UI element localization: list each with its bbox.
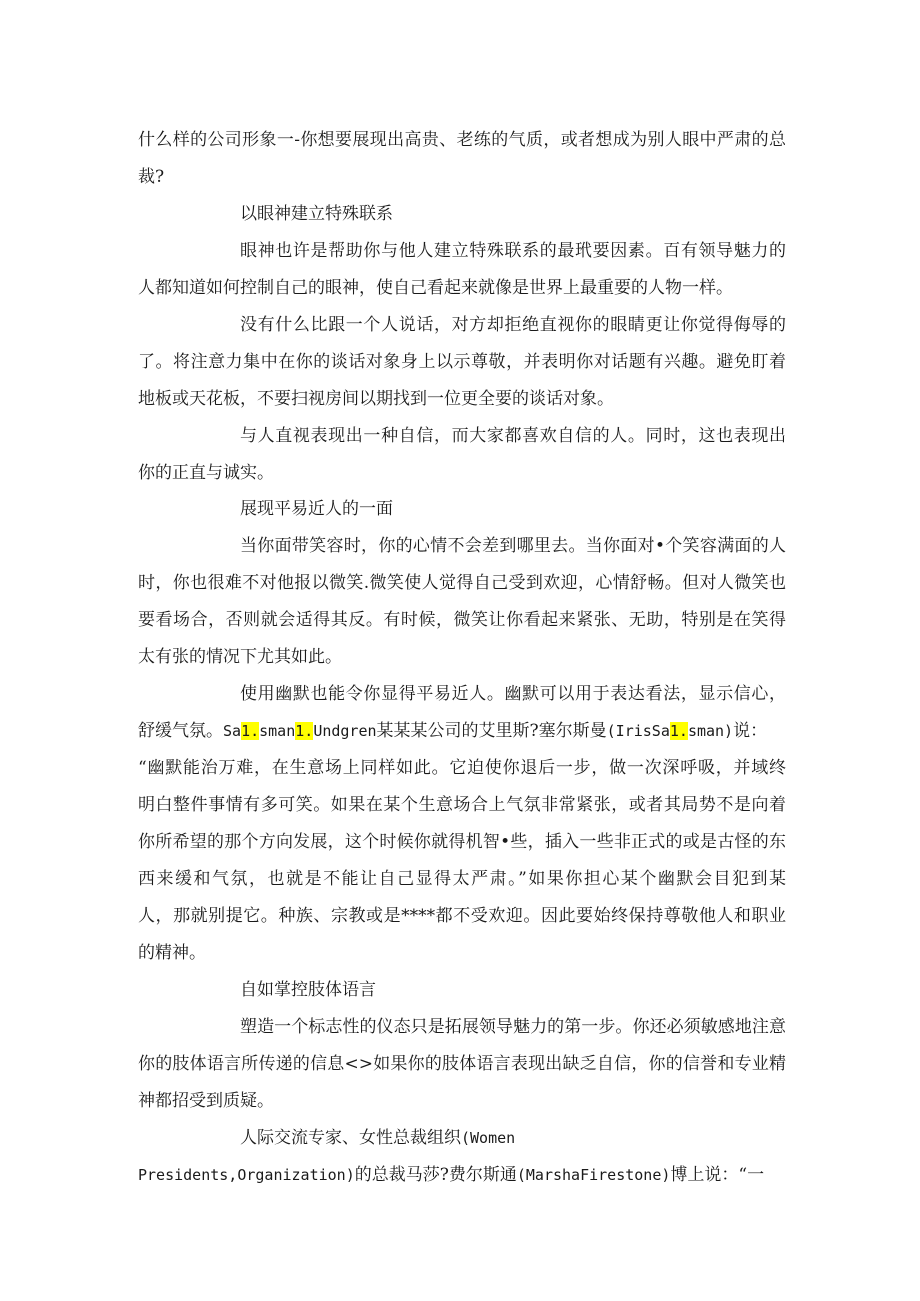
paragraph-line: 地板或天花板，不要扫视房间以期找到一位更全要的谈话对象。 — [138, 389, 614, 409]
highlighted-text: 1. — [669, 722, 688, 740]
text-run: sman — [259, 722, 296, 740]
highlighted-text: 1. — [295, 722, 314, 740]
paragraph-line: 时，你也很难不对他报以微笑.微笑使人觉得自己受到欢迎，心情舒畅。但对人微笑也 — [138, 573, 786, 593]
text-run: 人际交流专家、女性总裁组织 — [240, 1128, 461, 1148]
text-run: (IrisSa — [606, 722, 670, 740]
paragraph-line — [240, 1126, 515, 1150]
paragraph-line: 你的肢体语言所传递的信息<>如果你的肢体语言表现出缺乏自信，你的信誉和专业精 — [138, 1054, 786, 1074]
text-run: 某某某公司的艾里斯?塞尔斯曼 — [376, 721, 607, 741]
paragraph-line: 你所希望的那个方向发展，这个时候你就得机智•些，插入一些非正式的或是古怪的东 — [138, 832, 786, 852]
section-heading: 自如掌控肢体语言 — [240, 980, 376, 1000]
section-heading: 以眼神建立特殊联系 — [240, 204, 393, 224]
paragraph-line: 当你面带笑容时，你的心情不会差到哪里去。当你面对•个笑容满面的人 — [240, 536, 786, 556]
highlighted-text: 1. — [241, 722, 260, 740]
text-run: 舒缓气氛。 — [138, 721, 223, 741]
paragraph-line — [138, 719, 767, 743]
paragraph-line: 神都招受到质疑。 — [138, 1091, 274, 1111]
text-run: Sa — [223, 722, 242, 740]
text-run: 说： — [733, 721, 768, 741]
text-run: Undgren — [313, 722, 377, 740]
paragraph-line: 没有什么比跟一个人说话，对方却拒绝直视你的眼睛更让你觉得侮辱的 — [240, 315, 786, 335]
paragraph-line: 太有张的情况下尤其如此。 — [138, 647, 342, 667]
paragraph-line: 的精神。 — [138, 943, 206, 963]
paragraph-line: 了。将注意力集中在你的谈话对象身上以示尊敬，并表明你对话题有兴趣。避免盯着 — [138, 352, 786, 372]
paragraph-line: 使用幽默也能令你显得平易近人。幽默可以用于表达看法，显示信心， — [240, 684, 786, 704]
paragraph-line: 西来缓和气氛，也就是不能让自己显得太严肃。”如果你担心某个幽默会目犯到某 — [138, 869, 786, 889]
paragraph-line — [138, 1163, 786, 1187]
paragraph-line: 什么样的公司形象一-你想要展现出高贵、老练的气质，或者想成为别人眼中严肃的总 — [138, 130, 786, 150]
text-run: 的总裁马莎?费尔斯通 — [354, 1165, 517, 1185]
paragraph-line: 与人直视表现出一种自信，而大家都喜欢自信的人。同时，这也表现出 — [240, 426, 786, 446]
text-run: Presidents,Organization) — [138, 1166, 355, 1184]
text-run: (MarshaFirestone) — [516, 1166, 671, 1184]
paragraph-line: 裁? — [138, 167, 165, 187]
paragraph-line: “幽默能治万难，在生意场上同样如此。它迫使你退后一步，做一次深呼吸，并域终 — [138, 758, 786, 778]
paragraph-line: 眼神也许是帮助你与他人建立特殊联系的最玳要因素。百有领导魅力的 — [240, 241, 786, 261]
paragraph-line: 明白整件事情有多可笑。如果在某个生意场合上气氛非常紧张，或者其局势不是向着 — [138, 795, 786, 815]
paragraph-line: 人，那就别提它。种族、宗教或是****都不受欢迎。因此要始终保持尊敬他人和职业 — [138, 906, 786, 926]
text-run: sman) — [687, 722, 734, 740]
text-run: 博上说：“一 — [670, 1165, 765, 1185]
paragraph-line: 要看场合，否则就会适得其反。有时候，微笑让你看起来紧张、无助，特别是在笑得 — [138, 610, 786, 630]
paragraph-line: 你的正直与诚实。 — [138, 463, 274, 483]
text-run: (Women — [461, 1129, 516, 1147]
paragraph-line: 塑造一个标志性的仪态只是拓展领导魅力的第一步。你还必须敏感地注意 — [240, 1017, 786, 1037]
section-heading: 展现平易近人的一面 — [240, 499, 393, 519]
paragraph-line: 人都知道如何控制自己的眼神，使自己看起来就像是世界上最重要的人物一样。 — [138, 278, 733, 298]
